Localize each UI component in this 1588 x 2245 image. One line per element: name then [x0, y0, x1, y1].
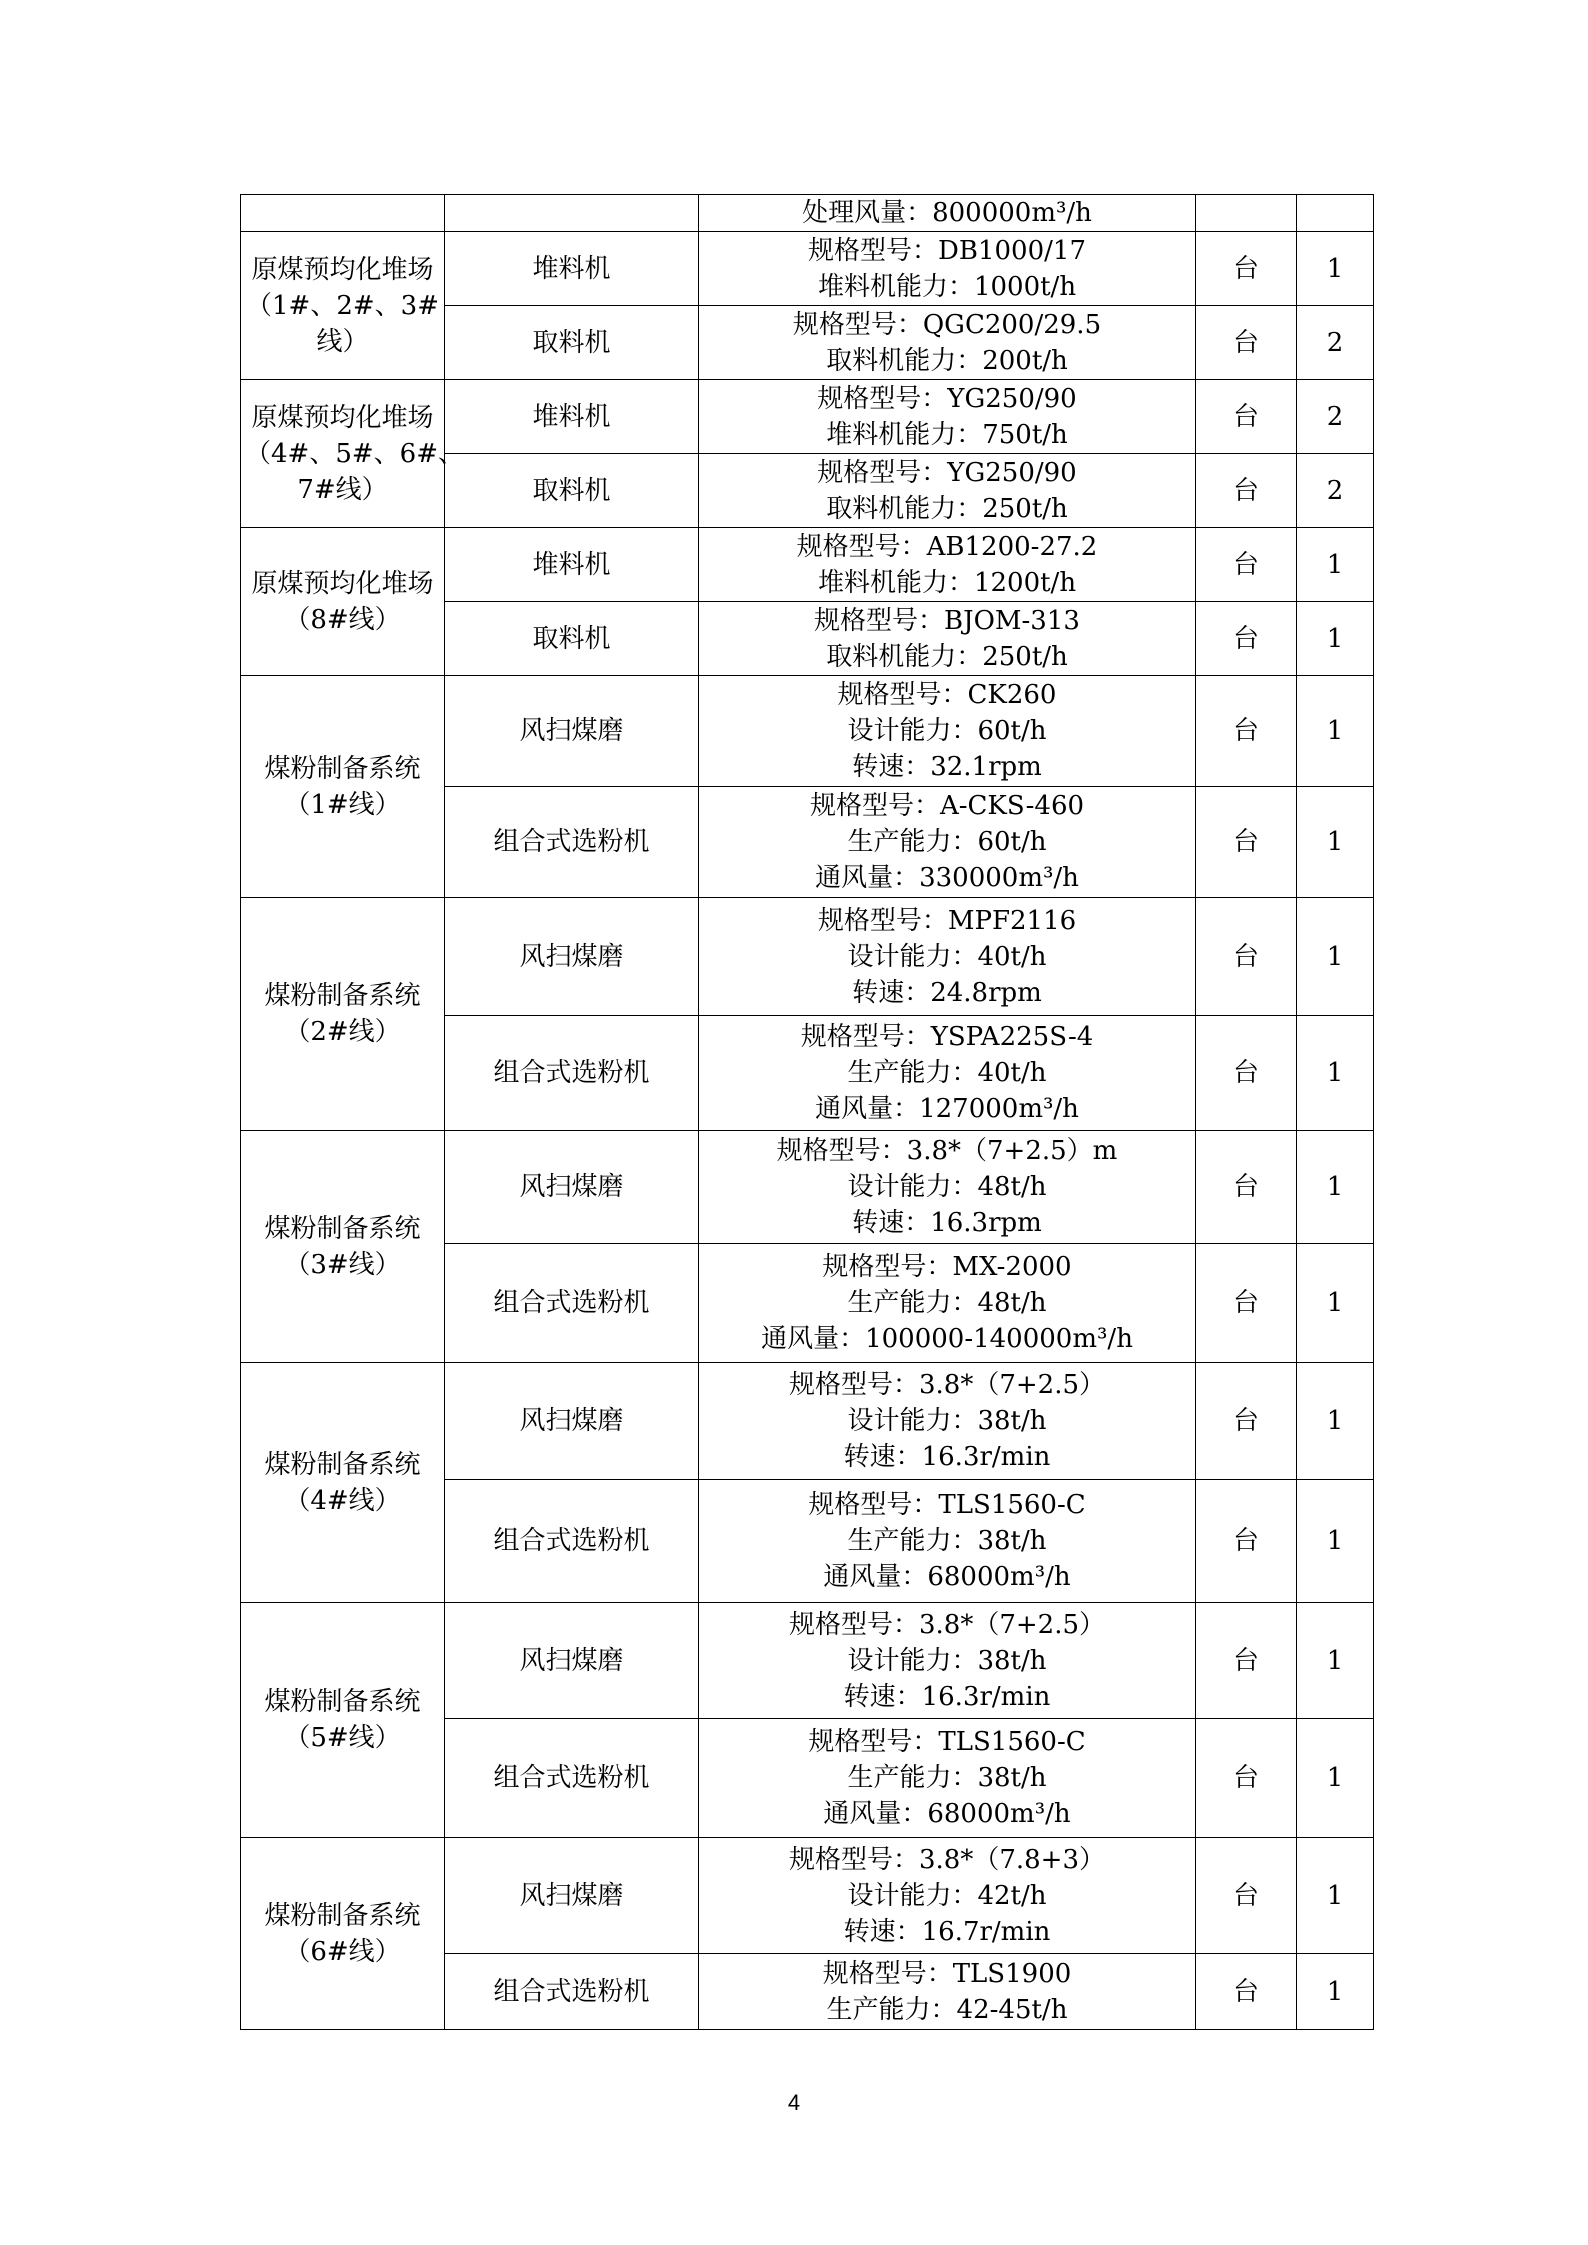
quantity-cell: 1	[1297, 787, 1374, 898]
spec-cell	[699, 306, 1196, 380]
spec-line: 规格型号：MPF2116	[817, 905, 1077, 936]
system-group-line: 煤粉制备系统	[264, 1449, 421, 1480]
system-group-line: 煤粉制备系统	[264, 1687, 421, 1717]
table-row	[241, 195, 1374, 232]
system-group-line: 煤粉制备系统	[264, 981, 421, 1011]
spec-line: 通风量：127000m³/h	[815, 1094, 1079, 1124]
equipment-name-cell: 取料机	[445, 306, 699, 380]
table-row	[241, 676, 1374, 787]
spec-line: 规格型号：3.8*（7+2.5）	[788, 1609, 1106, 1640]
spec-line: 堆料机能力：750t/h	[826, 419, 1068, 450]
spec-cell	[699, 232, 1196, 306]
equipment-name-cell: 组合式选粉机	[445, 1480, 699, 1603]
spec-cell	[699, 1363, 1196, 1480]
spec-cell	[699, 1838, 1196, 1954]
spec-line: 规格型号：BJOM-313	[814, 605, 1080, 636]
spec-line: 取料机能力：200t/h	[826, 345, 1068, 376]
table-row	[241, 380, 1374, 454]
spec-line: 规格型号：DB1000/17	[808, 235, 1086, 266]
quantity-cell: 1	[1297, 1131, 1374, 1244]
spec-line: 设计能力：40t/h	[847, 941, 1047, 972]
unit-cell: 台	[1196, 1603, 1297, 1719]
spec-line: 设计能力：42t/h	[847, 1880, 1047, 1911]
spec-cell	[699, 528, 1196, 602]
quantity-cell: 2	[1297, 380, 1374, 454]
equipment-name-cell: 风扫煤磨	[445, 898, 699, 1016]
page-number: 4	[787, 2090, 801, 2115]
unit-cell: 台	[1196, 676, 1297, 787]
table-row	[241, 232, 1374, 306]
unit-cell: 台	[1196, 898, 1297, 1016]
equipment-name-cell: 取料机	[445, 454, 699, 528]
spec-line: 设计能力：38t/h	[847, 1645, 1047, 1676]
spec-line: 转速：32.1rpm	[852, 752, 1042, 782]
spec-line: 规格型号：QGC200/29.5	[792, 309, 1102, 340]
system-group-cell	[241, 528, 445, 676]
quantity-cell: 1	[1297, 1480, 1374, 1603]
system-group-line: 7#线）	[297, 474, 388, 505]
system-group-cell	[241, 676, 445, 898]
system-group-line: （3#线）	[284, 1249, 401, 1280]
system-group-line: 原煤预均化堆场	[251, 568, 434, 599]
table-row	[241, 1603, 1374, 1719]
spec-line: 堆料机能力：1200t/h	[817, 567, 1077, 598]
spec-cell	[699, 1603, 1196, 1719]
quantity-cell: 1	[1297, 1954, 1374, 2030]
system-group-line: 原煤预均化堆场	[251, 254, 434, 285]
system-group-cell	[241, 195, 445, 232]
equipment-name-cell: 风扫煤磨	[445, 1131, 699, 1244]
system-group-line: （6#线）	[284, 1936, 401, 1967]
equipment-table	[240, 194, 1374, 2030]
spec-line: 生产能力：48t/h	[847, 1288, 1047, 1318]
system-group-line: （4#线）	[284, 1485, 401, 1516]
system-group-line: （8#线）	[284, 604, 401, 635]
spec-line: 规格型号：AB1200-27.2	[796, 531, 1098, 562]
equipment-name-cell: 堆料机	[445, 528, 699, 602]
spec-line: 规格型号：MX-2000	[822, 1252, 1072, 1282]
spec-line: 生产能力：40t/h	[847, 1058, 1047, 1088]
quantity-cell: 1	[1297, 602, 1374, 676]
unit-cell: 台	[1196, 1131, 1297, 1244]
spec-line: 规格型号：3.8*（7+2.5）	[788, 1370, 1106, 1400]
unit-cell: 台	[1196, 1244, 1297, 1363]
unit-cell: 台	[1196, 787, 1297, 898]
equipment-name-cell: 风扫煤磨	[445, 1838, 699, 1954]
quantity-cell: 1	[1297, 898, 1374, 1016]
quantity-cell: 1	[1297, 1838, 1374, 1954]
unit-cell: 台	[1196, 454, 1297, 528]
spec-cell	[699, 1954, 1196, 2030]
equipment-name-cell: 组合式选粉机	[445, 1016, 699, 1131]
equipment-name-cell: 组合式选粉机	[445, 1719, 699, 1838]
table-row	[241, 1131, 1374, 1244]
unit-cell: 台	[1196, 232, 1297, 306]
system-group-cell	[241, 1131, 445, 1363]
equipment-name-cell	[445, 195, 699, 232]
spec-line: 取料机能力：250t/h	[826, 493, 1068, 524]
table-row	[241, 1363, 1374, 1480]
system-group-line: （1#、2#、3#	[246, 290, 439, 321]
spec-line: 生产能力：60t/h	[847, 827, 1047, 857]
spec-cell	[699, 1480, 1196, 1603]
spec-line: 通风量：68000m³/h	[823, 1562, 1071, 1592]
system-group-line: 煤粉制备系统	[264, 1900, 421, 1931]
spec-line: 规格型号：TLS1560-C	[808, 1490, 1086, 1520]
spec-cell	[699, 195, 1196, 232]
spec-cell	[699, 787, 1196, 898]
quantity-cell: 2	[1297, 454, 1374, 528]
spec-cell	[699, 602, 1196, 676]
equipment-table-body	[241, 195, 1374, 2030]
system-group-cell	[241, 898, 445, 1131]
spec-cell	[699, 1131, 1196, 1244]
unit-cell: 台	[1196, 1719, 1297, 1838]
spec-line: 堆料机能力：1000t/h	[817, 271, 1077, 302]
system-group-line: （5#线）	[284, 1723, 401, 1753]
spec-line: 生产能力：38t/h	[847, 1763, 1047, 1793]
unit-cell: 台	[1196, 1016, 1297, 1131]
system-group-line: 煤粉制备系统	[264, 1213, 421, 1244]
spec-line: 转速：16.3r/min	[843, 1681, 1051, 1712]
system-group-cell	[241, 232, 445, 380]
quantity-cell: 1	[1297, 1603, 1374, 1719]
system-group-cell	[241, 380, 464, 528]
unit-cell: 台	[1196, 380, 1297, 454]
spec-line: 通风量：68000m³/h	[823, 1799, 1071, 1829]
system-group-line: （1#线）	[284, 789, 401, 820]
spec-line: 转速：24.8rpm	[852, 977, 1042, 1008]
equipment-name-cell: 堆料机	[445, 380, 699, 454]
spec-cell	[699, 1719, 1196, 1838]
quantity-cell: 1	[1297, 1719, 1374, 1838]
system-group-line: 煤粉制备系统	[264, 753, 421, 784]
equipment-name-cell: 风扫煤磨	[445, 1363, 699, 1480]
spec-line: 规格型号：YG250/90	[817, 383, 1077, 414]
spec-line: 规格型号：3.8*（7.8+3）	[788, 1844, 1106, 1875]
quantity-cell: 1	[1297, 1244, 1374, 1363]
unit-cell: 台	[1196, 1363, 1297, 1480]
equipment-name-cell: 组合式选粉机	[445, 1954, 699, 2030]
equipment-name-cell: 风扫煤磨	[445, 1603, 699, 1719]
spec-cell	[699, 676, 1196, 787]
spec-line: 转速：16.3r/min	[843, 1442, 1051, 1472]
equipment-name-cell: 风扫煤磨	[445, 676, 699, 787]
table-row	[241, 898, 1374, 1016]
unit-cell: 台	[1196, 306, 1297, 380]
quantity-cell: 1	[1297, 1363, 1374, 1480]
equipment-name-cell: 组合式选粉机	[445, 787, 699, 898]
spec-line: 转速：16.7r/min	[843, 1916, 1051, 1947]
spec-line: 生产能力：42-45t/h	[826, 1994, 1068, 2025]
spec-line: 规格型号：3.8*（7+2.5）m	[776, 1136, 1118, 1166]
unit-cell: 台	[1196, 602, 1297, 676]
table-row	[241, 1838, 1374, 1954]
spec-line: 规格型号：A-CKS-460	[809, 791, 1085, 821]
system-group-line: 原煤预均化堆场	[251, 402, 434, 433]
system-group-line: 线）	[316, 326, 369, 357]
spec-cell	[699, 1016, 1196, 1131]
equipment-name-cell: 堆料机	[445, 232, 699, 306]
spec-line: 规格型号：CK260	[837, 680, 1057, 710]
quantity-cell: 1	[1297, 528, 1374, 602]
spec-line: 通风量：100000-140000m³/h	[761, 1324, 1133, 1354]
spec-cell	[699, 454, 1196, 528]
unit-cell: 台	[1196, 1480, 1297, 1603]
spec-line: 处理风量：800000m³/h	[802, 198, 1092, 228]
quantity-cell: 1	[1297, 1016, 1374, 1131]
spec-line: 规格型号：TLS1560-C	[808, 1727, 1086, 1757]
spec-line: 规格型号：TLS1900	[822, 1958, 1072, 1989]
spec-line: 设计能力：60t/h	[847, 716, 1047, 746]
spec-line: 规格型号：YSPA225S-4	[800, 1022, 1094, 1052]
unit-cell: 台	[1196, 1954, 1297, 2030]
system-group-line: （4#、5#、6#、	[245, 438, 464, 469]
system-group-cell	[241, 1363, 445, 1603]
quantity-cell: 1	[1297, 676, 1374, 787]
unit-cell: 台	[1196, 1838, 1297, 1954]
system-group-cell	[241, 1603, 445, 1838]
spec-cell	[699, 898, 1196, 1016]
spec-line: 生产能力：38t/h	[847, 1526, 1047, 1556]
spec-line: 规格型号：YG250/90	[817, 457, 1077, 488]
quantity-cell: 1	[1297, 232, 1374, 306]
spec-cell	[699, 380, 1196, 454]
unit-cell	[1196, 195, 1297, 232]
system-group-cell	[241, 1838, 445, 2030]
unit-cell: 台	[1196, 528, 1297, 602]
spec-cell	[699, 1244, 1196, 1363]
spec-line: 设计能力：38t/h	[847, 1406, 1047, 1436]
equipment-name-cell: 组合式选粉机	[445, 1244, 699, 1363]
table-row	[241, 528, 1374, 602]
quantity-cell	[1297, 195, 1374, 232]
quantity-cell: 2	[1297, 306, 1374, 380]
spec-line: 设计能力：48t/h	[847, 1172, 1047, 1202]
system-group-line: （2#线）	[284, 1017, 401, 1047]
spec-line: 通风量：330000m³/h	[815, 863, 1079, 893]
spec-line: 转速：16.3rpm	[852, 1208, 1042, 1238]
equipment-name-cell: 取料机	[445, 602, 699, 676]
spec-line: 取料机能力：250t/h	[826, 641, 1068, 672]
